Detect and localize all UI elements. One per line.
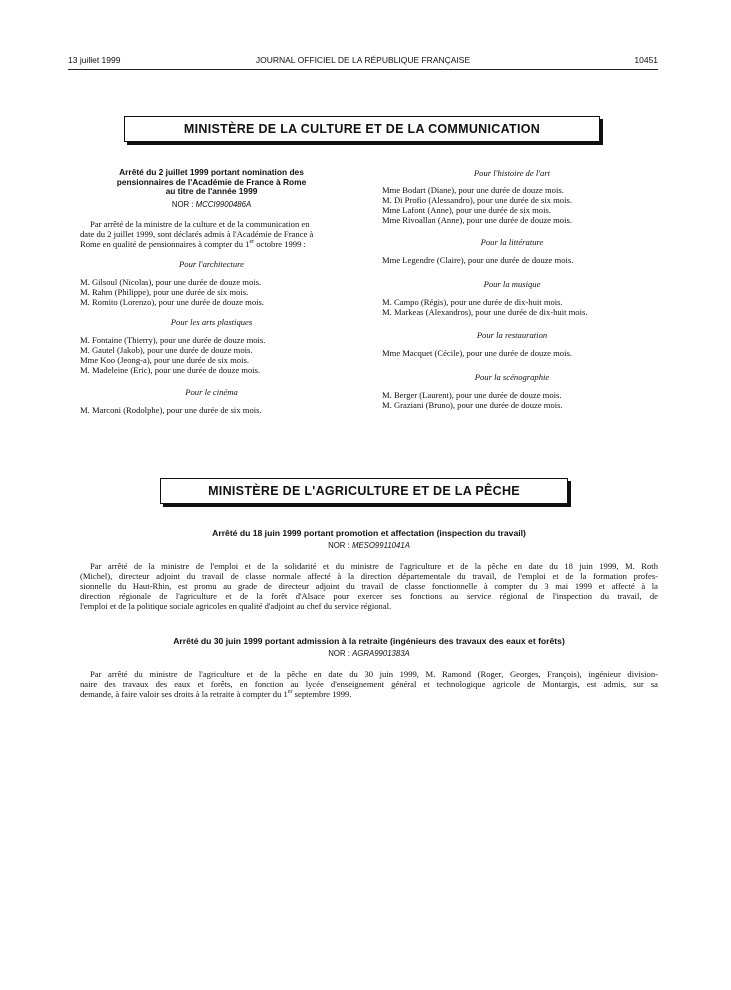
header-rule (68, 69, 658, 70)
section-entries (80, 405, 343, 415)
list-item: M. Madeleine (Eric), pour une durée de douze mois. (80, 364, 261, 375)
arrete-paragraph (80, 561, 658, 611)
section-heading-scenographie: Pour la scénographie (474, 372, 550, 382)
section-entries (80, 277, 343, 307)
list-item: Mme Macquet (Cécile), pour une durée de douze mois. (382, 348, 572, 358)
page-header (68, 55, 658, 69)
intro-line: Rome en qualité de pensionnaires à compter du 1er octobre 1999 : (80, 238, 306, 249)
arrete-title (80, 168, 343, 197)
paragraph-line: naire des travaux des eaux et forêts, en fonction au lycée d'enseignement général et technologique agricole de Montargis, est admis, sur sa (80, 679, 658, 689)
paragraph-line: (Michel), directeur adjoint du travail de classe normale affecté à la direction départementale du travail, de l'emploi et de la formation profes- (80, 571, 658, 581)
list-item: M. Rahm (Philippe), pour une durée de six mois. (80, 286, 249, 297)
journal-title: JOURNAL OFFICIEL DE LA RÉPUBLIQUE FRANÇAISE (255, 55, 471, 65)
nor-label: NOR : (328, 649, 350, 658)
arrete-18-juin (80, 528, 658, 611)
section-heading-arts-plastiques: Pour les arts plastiques (170, 316, 253, 327)
nor-reference (80, 200, 343, 210)
list-item: Mme Koo (Jeong-a), pour une durée de six mois. (80, 354, 249, 365)
list-item: M. Graziani (Bruno), pour une durée de douze mois. (382, 400, 563, 410)
list-item: Mme Rivoallan (Anne), pour une durée de douze mois. (382, 215, 572, 225)
list-item: M. Marconi (Rodolphe), pour une durée de six mois. (80, 404, 262, 415)
section-entries (382, 390, 642, 410)
list-item: M. Gautel (Jakob), pour une durée de douze mois. (80, 344, 253, 355)
section-heading-architecture: Pour l'architecture (179, 258, 244, 269)
section-entries (382, 185, 642, 225)
list-item: M. Campo (Régis), pour une durée de dix-huit mois. (382, 297, 563, 307)
arrete-title: Arrêté du 18 juin 1999 portant promotion et affectation (inspection du travail) (212, 528, 526, 538)
nor-label: NOR : (328, 541, 350, 550)
paragraph-line: Par arrêté de la ministre de l'emploi et de la solidarité et du ministre de l'agriculture et de la pêche en date du 18 juin 1999, M. Roth (90, 561, 658, 571)
section-entries (382, 297, 642, 317)
section-entries (80, 335, 343, 375)
nor-label: NOR : (171, 199, 194, 209)
list-item: M. Gilsoul (Nicolas), pour une durée de douze mois. (80, 276, 262, 287)
nor-reference (80, 649, 658, 659)
intro-line: Par arrêté de la ministre de la culture et de la communication en (90, 218, 310, 229)
paragraph-line: Par arrêté du ministre de l'agriculture et de la pêche en date du 30 juin 1999, M. Ramond (Roger, Georges, François), ingénieur division- (90, 669, 658, 679)
section-entries (382, 348, 642, 358)
arrete-title-line: Arrêté du 2 juillet 1999 portant nomination des (119, 167, 304, 177)
intro-line: date du 2 juillet 1999, sont déclarés admis à l'Académie de France à (80, 228, 314, 239)
list-item: M. Romito (Lorenzo), pour une durée de douze mois. (80, 296, 265, 307)
ministry-culture-heading: MINISTÈRE DE LA CULTURE ET DE LA COMMUNICATION (124, 116, 600, 142)
list-item: M. Fontaine (Thierry), pour une durée de douze mois. (80, 334, 266, 345)
right-column (382, 168, 642, 410)
section-heading-histoire-art: Pour l'histoire de l'art (473, 168, 551, 178)
arrete-30-juin (80, 636, 658, 699)
list-item: Mme Bodart (Diane), pour une durée de douze mois. (382, 185, 564, 195)
paragraph-line: direction régionale de l'agriculture et de la forêt d'Alsace pour exercer ses fonctions au service régional de l'inspection du travail, de (80, 591, 658, 601)
intro-paragraph (80, 219, 343, 249)
nor-code: MCCI9900486A (195, 199, 252, 209)
left-column (80, 168, 343, 415)
ministry-agriculture-heading: MINISTÈRE DE L'AGRICULTURE ET DE LA PÊCHE (160, 478, 568, 504)
list-item: M. Berger (Laurent), pour une durée de douze mois. (382, 390, 562, 400)
section-heading-litterature: Pour la littérature (480, 237, 544, 247)
section-entries (382, 255, 642, 265)
section-heading-musique: Pour la musique (483, 279, 541, 289)
nor-code: AGRA9901383A (352, 649, 410, 658)
nor-reference (80, 541, 658, 551)
nor-code: MESO9911041A (351, 541, 410, 550)
list-item: Mme Legendre (Claire), pour une durée de douze mois. (382, 255, 574, 265)
issue-date: 13 juillet 1999 (68, 55, 121, 65)
list-item: M. Markeas (Alexandros), pour une durée de dix-huit mois. (382, 307, 588, 317)
list-item: Mme Lafont (Anne), pour une durée de six mois. (382, 205, 551, 215)
section-heading-restauration: Pour la restauration (476, 330, 548, 340)
arrete-title-line: au titre de l'année 1999 (165, 186, 258, 196)
page-number: 10451 (634, 55, 658, 65)
paragraph-line: demande, à faire valoir ses droits à la retraite à compter du 1er septembre 1999. (80, 689, 352, 699)
arrete-paragraph (80, 669, 658, 699)
list-item: M. Di Profio (Alessandro), pour une durée de six mois. (382, 195, 572, 205)
arrete-title-line: pensionnaires de l'Académie de France à Rome (116, 176, 307, 187)
section-heading-cinema: Pour le cinéma (185, 386, 238, 397)
paragraph-line: sionnelle du Haut-Rhin, est promu au grade de directeur adjoint du travail de classe fonctionnelle à compter du 3 mai 1999 et affecté à la (80, 581, 658, 591)
arrete-title: Arrêté du 30 juin 1999 portant admission à la retraite (ingénieurs des travaux des eaux et forêts) (173, 636, 565, 646)
paragraph-line: l'emploi et de la politique sociale agricoles en qualité d'adjoint au chef du service régional. (80, 601, 392, 611)
